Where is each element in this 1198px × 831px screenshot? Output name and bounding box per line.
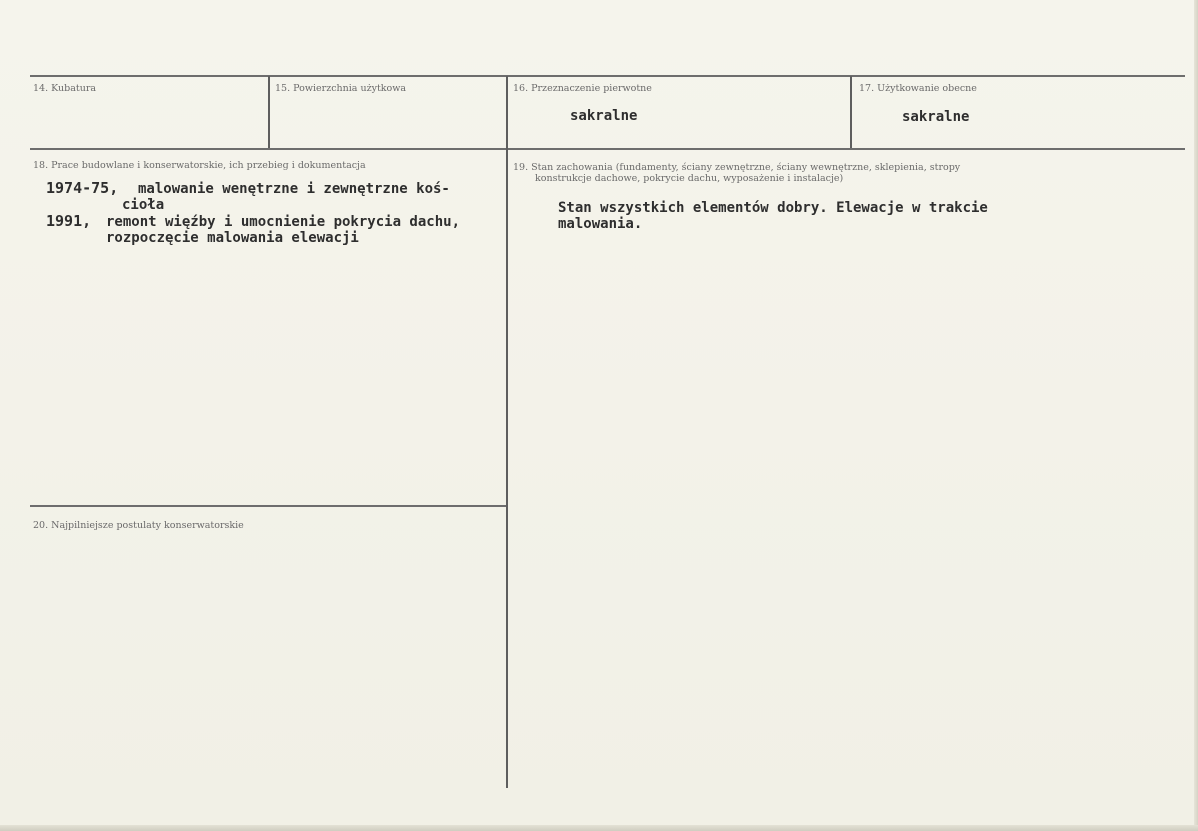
field-18-entry-year: 1974-75,: [46, 179, 119, 197]
top-rule: [30, 75, 1185, 77]
field-19-label: konstrukcje dachowe, pokrycie dachu, wyposażenie i instalacje): [535, 173, 844, 184]
field-16-label: 16. Przeznaczenie pierwotne: [513, 83, 652, 94]
field-18-label: 18. Prace budowlane i konserwatorskie, ich przebieg i dokumentacja: [33, 160, 366, 171]
card-edge: [0, 825, 1198, 831]
row-rule: [30, 148, 1185, 150]
field-17-value: sakralne: [902, 109, 970, 125]
field-20-label: 20. Najpilniejsze postulaty konserwatorskie: [33, 520, 244, 531]
field-19-value: malowania.: [558, 216, 643, 232]
field-19-label: 19. Stan zachowania (fundamenty, ściany zewnętrzne, ściany wewnętrzne, sklepienia, stropy: [513, 162, 961, 173]
field-15-label: 15. Powierzchnia użytkowa: [275, 83, 407, 94]
field-16-value: sakralne: [570, 108, 638, 124]
divider-16-17: [850, 76, 852, 148]
field-18-entry-text: remont więźby i umocnienie pokrycia dachu,: [106, 214, 461, 230]
field-18-entry-text: rozpoczęcie malowania elewacji: [106, 230, 359, 246]
field-18-entry-year: 1991,: [46, 212, 92, 230]
card-edge: [1194, 0, 1198, 831]
divider-15-16: [506, 76, 508, 788]
field-17-label: 17. Użytkowanie obecne: [859, 83, 977, 94]
field-18-entry-text: cioła: [122, 197, 165, 213]
section-rule: [30, 505, 506, 507]
field-19-value: Stan wszystkich elementów dobry. Elewacje w trakcie: [558, 200, 988, 216]
field-18-entry-text: malowanie wenętrzne i zewnętrzne koś-: [138, 181, 450, 197]
field-14-label: 14. Kubatura: [33, 83, 97, 94]
divider-14-15: [268, 76, 270, 148]
